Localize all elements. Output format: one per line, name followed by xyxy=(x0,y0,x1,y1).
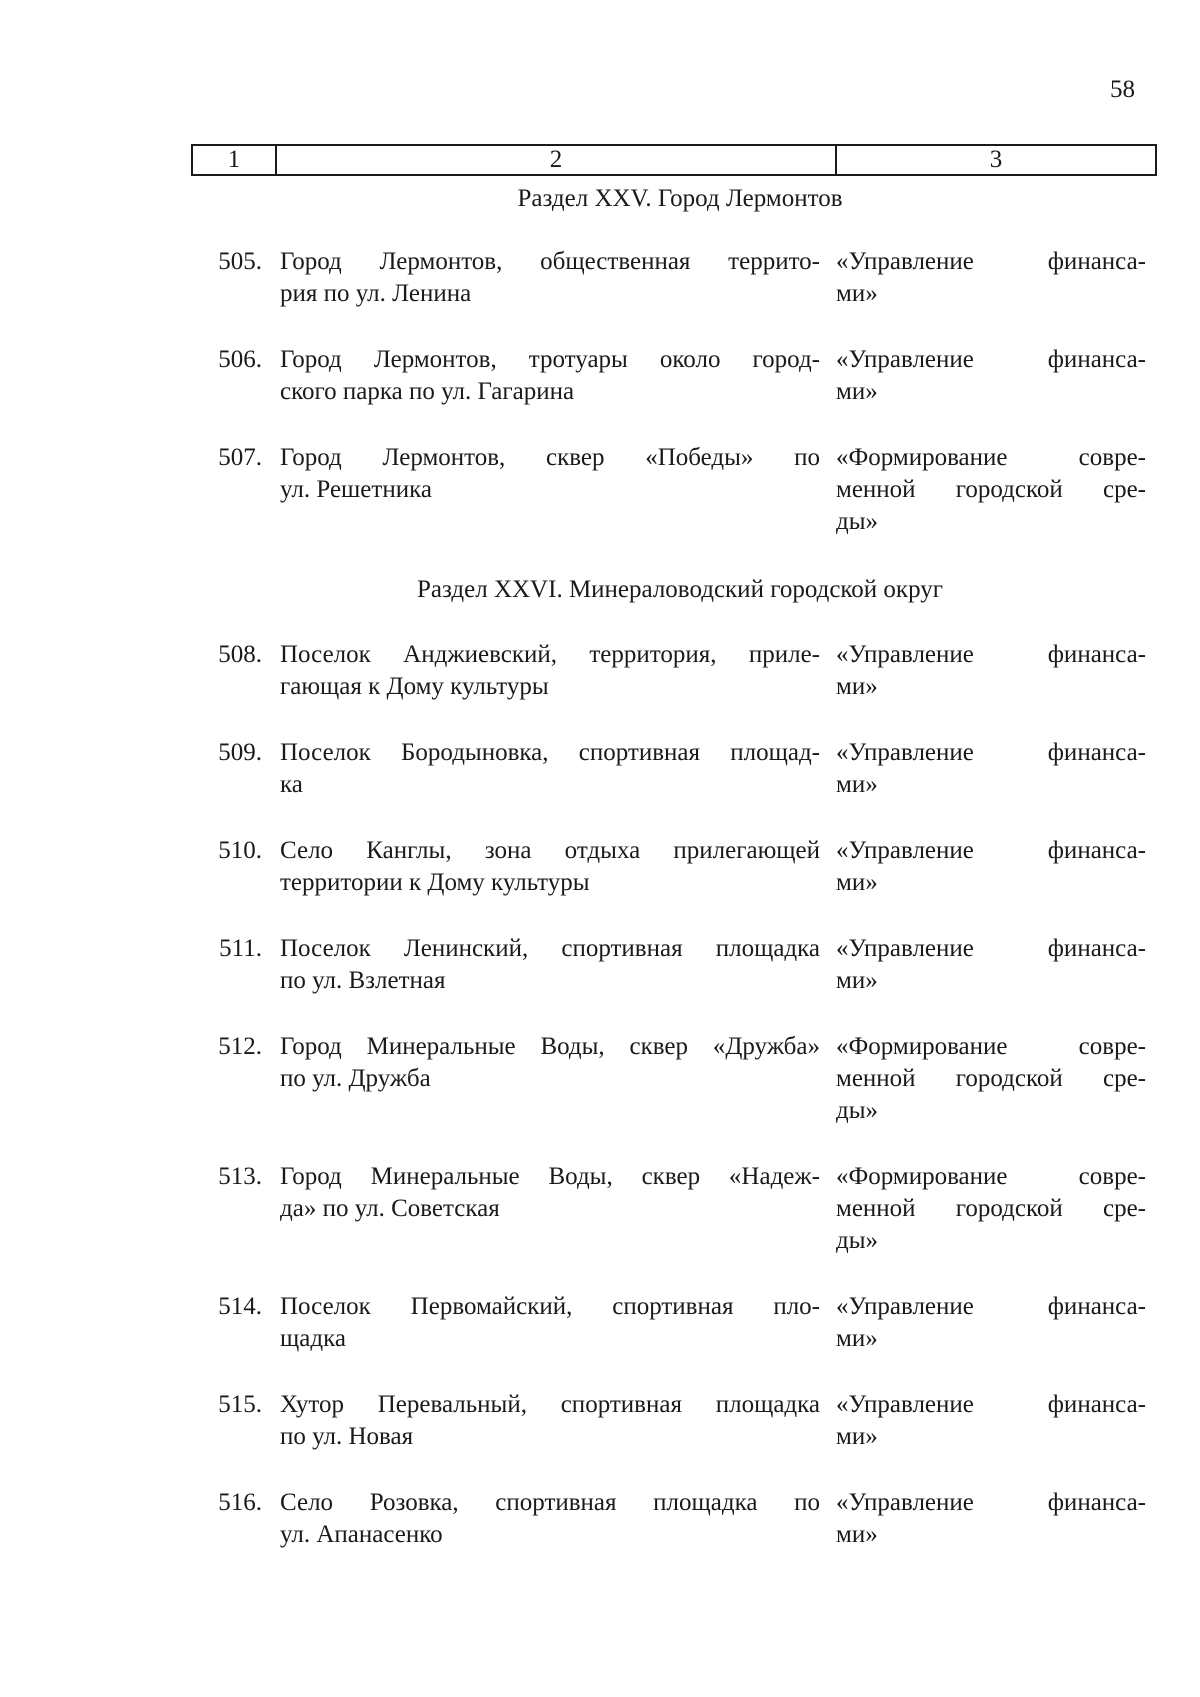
program-cell xyxy=(836,737,1146,801)
program-cell xyxy=(836,344,1146,408)
location-cell xyxy=(280,1161,820,1225)
row-number: 509. xyxy=(218,739,262,766)
program-line: «Управление финанса- xyxy=(836,1391,1146,1418)
location-line: Хутор Перевальный, спортивная площадка xyxy=(280,1391,820,1418)
location-cell xyxy=(280,442,820,506)
program-line: «Управление финанса- xyxy=(836,346,1146,373)
location-line: по ул. Взлетная xyxy=(280,967,446,994)
column-header-table xyxy=(191,144,1157,176)
program-cell xyxy=(836,1291,1146,1355)
program-line: «Управление финанса- xyxy=(836,935,1146,962)
program-line: ми» xyxy=(836,378,878,405)
program-line: ды» xyxy=(836,1227,879,1254)
location-line: гающая к Дому культуры xyxy=(280,673,549,700)
program-line: «Управление финанса- xyxy=(836,248,1146,275)
location-line: Поселок Первомайский, спортивная пло- xyxy=(280,1293,820,1320)
program-line: ми» xyxy=(836,1423,878,1450)
program-line: ды» xyxy=(836,1097,879,1124)
location-cell xyxy=(280,933,820,997)
program-line: «Формирование совре- xyxy=(836,1033,1146,1060)
location-line: ка xyxy=(280,771,303,798)
location-line: ского парка по ул. Гагарина xyxy=(280,378,575,405)
location-cell xyxy=(280,1487,820,1551)
location-cell xyxy=(280,344,820,408)
program-line: менной городской сре- xyxy=(836,1195,1146,1222)
location-cell xyxy=(280,639,820,703)
location-line: да» по ул. Советская xyxy=(280,1195,500,1222)
program-line: «Формирование совре- xyxy=(836,444,1146,471)
page-number: 58 xyxy=(1110,76,1135,103)
location-line: ул. Апанасенко xyxy=(280,1521,443,1548)
program-line: «Управление финанса- xyxy=(836,739,1146,766)
program-line: «Управление финанса- xyxy=(836,641,1146,668)
location-cell xyxy=(280,835,820,899)
location-line: Село Канглы, зона отдыха прилегающей xyxy=(280,837,820,864)
program-cell xyxy=(836,1161,1146,1257)
location-cell xyxy=(280,1031,820,1095)
program-line: ми» xyxy=(836,869,878,896)
location-line: рия по ул. Ленина xyxy=(280,280,472,307)
program-cell xyxy=(836,1487,1146,1551)
program-cell xyxy=(836,639,1146,703)
program-line: «Управление финанса- xyxy=(836,1489,1146,1516)
program-line: «Управление финанса- xyxy=(836,837,1146,864)
row-number: 516. xyxy=(218,1489,262,1516)
column-header-3: 3 xyxy=(836,145,1156,175)
program-line: ми» xyxy=(836,1521,878,1548)
program-line: «Формирование совре- xyxy=(836,1163,1146,1190)
program-line: «Управление финанса- xyxy=(836,1293,1146,1320)
location-cell xyxy=(280,737,820,801)
program-line: менной городской сре- xyxy=(836,1065,1146,1092)
row-number: 514. xyxy=(218,1293,262,1320)
location-line: Поселок Ленинский, спортивная площадка xyxy=(280,935,820,962)
column-header-1: 1 xyxy=(192,145,276,175)
program-line: ми» xyxy=(836,771,878,798)
row-number: 508. xyxy=(218,641,262,668)
location-line: ул. Решетника xyxy=(280,476,432,503)
location-line: Город Лермонтов, тротуары около город- xyxy=(280,346,820,373)
location-line: Поселок Бородыновка, спортивная площад- xyxy=(280,739,820,766)
program-cell xyxy=(836,835,1146,899)
location-line: щадка xyxy=(280,1325,346,1352)
row-number: 510. xyxy=(218,837,262,864)
program-cell xyxy=(836,442,1146,538)
row-number: 512. xyxy=(218,1033,262,1060)
location-line: по ул. Новая xyxy=(280,1423,414,1450)
program-line: ми» xyxy=(836,1325,878,1352)
row-number: 506. xyxy=(218,346,262,373)
program-line: ми» xyxy=(836,673,878,700)
location-cell xyxy=(280,1291,820,1355)
section-title: Раздел XXVI. Минераловодский городской округ xyxy=(416,576,943,603)
location-line: Город Лермонтов, сквер «Победы» по xyxy=(280,444,820,471)
location-line: по ул. Дружба xyxy=(280,1065,431,1092)
row-number: 515. xyxy=(218,1391,262,1418)
program-cell xyxy=(836,1389,1146,1453)
program-line: ми» xyxy=(836,967,878,994)
section-title: Раздел XXV. Город Лермонтов xyxy=(517,185,843,212)
location-line: Город Минеральные Воды, сквер «Дружба» xyxy=(280,1033,820,1060)
program-cell xyxy=(836,933,1146,997)
program-line: ды» xyxy=(836,508,879,535)
location-line: Город Минеральные Воды, сквер «Надеж- xyxy=(280,1163,820,1190)
location-line: территории к Дому культуры xyxy=(280,869,590,896)
row-number: 507. xyxy=(218,444,262,471)
location-line: Поселок Анджиевский, территория, приле- xyxy=(280,641,820,668)
column-header-2: 2 xyxy=(276,145,836,175)
location-cell xyxy=(280,1389,820,1453)
location-line: Село Розовка, спортивная площадка по xyxy=(280,1489,820,1516)
program-cell xyxy=(836,246,1146,310)
program-cell xyxy=(836,1031,1146,1127)
program-line: ми» xyxy=(836,280,878,307)
location-line: Город Лермонтов, общественная террито- xyxy=(280,248,820,275)
program-line: менной городской сре- xyxy=(836,476,1146,503)
row-number: 505. xyxy=(218,248,262,275)
location-cell xyxy=(280,246,820,310)
row-number: 511. xyxy=(219,935,262,962)
row-number: 513. xyxy=(218,1163,262,1190)
